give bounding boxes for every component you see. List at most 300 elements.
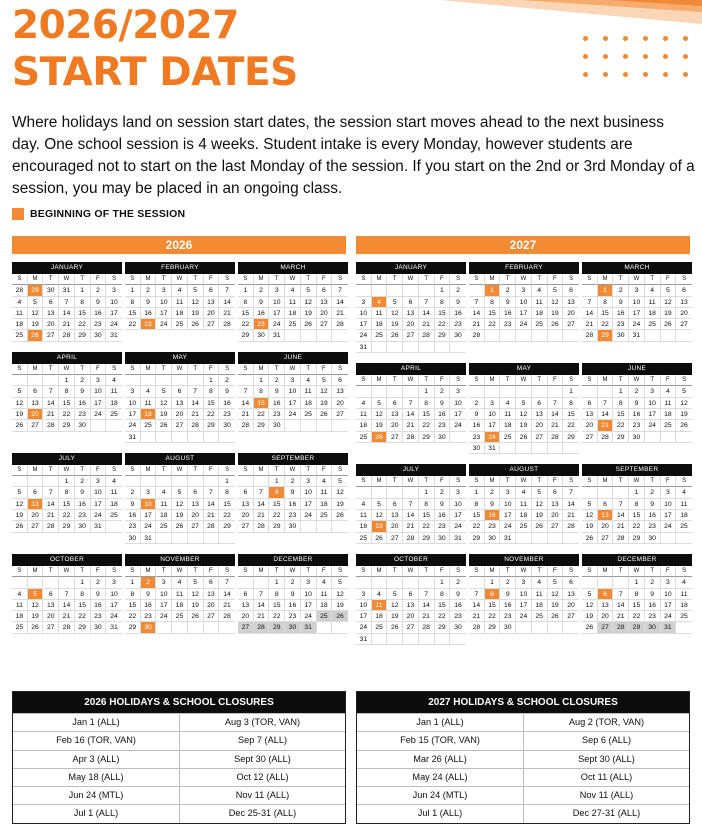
day-cell: 20 [387,420,403,431]
day-cell: 30 [43,285,59,296]
day-cell: 14 [254,600,270,611]
day-cell: 22 [485,611,501,622]
weekday-label: F [91,465,107,476]
day-cell: 8 [75,297,91,308]
day-cell: 14 [219,297,235,308]
day-cell: 12 [582,510,598,521]
day-cell: 2 [75,476,91,487]
session-start-day: 6 [598,589,614,600]
day-cell: 10 [91,487,107,498]
day-cell: 12 [332,589,348,600]
day-cell: 14 [219,589,235,600]
day-cell: 25 [676,611,692,622]
weekday-label: T [419,375,435,386]
day-cell: 4 [141,386,157,397]
empty-cell [356,487,372,498]
empty-cell [598,577,614,588]
day-cell: 21 [403,420,419,431]
day-cell: 21 [43,510,59,521]
day-cell: 26 [301,319,317,330]
day-cell: 25 [106,510,122,521]
day-cell: 5 [332,476,348,487]
day-cell: 6 [548,487,564,498]
day-cell: 5 [12,386,28,397]
month-september [238,453,348,544]
weekday-label: F [317,566,333,577]
holiday-row [357,713,689,731]
holiday-entry: Jul 1 (ALL) [417,808,463,819]
weekday-label: T [301,566,317,577]
weekday-label: W [516,274,532,285]
empty-cell [156,622,172,633]
weekday-label: F [548,566,564,577]
day-cell: 30 [91,622,107,633]
day-cell: 8 [204,386,220,397]
empty-cell [532,622,548,633]
day-cell: 21 [582,319,598,330]
day-cell: 29 [435,622,451,633]
weekday-label: W [285,566,301,577]
holiday-row [357,731,689,749]
day-cell: 16 [254,308,270,319]
day-cell: 8 [219,487,235,498]
month-august [125,453,235,544]
day-cell: 1 [563,386,579,397]
empty-cell [582,285,598,296]
day-cell: 30 [91,330,107,341]
day-cell: 11 [372,308,388,319]
day-cell: 22 [419,420,435,431]
day-cell: 28 [59,330,75,341]
day-cell: 15 [219,499,235,510]
weekday-label: M [141,274,157,285]
weekday-label: W [59,274,75,285]
day-cell: 13 [387,510,403,521]
day-cell: 27 [403,622,419,633]
weekday-label: W [629,566,645,577]
day-cell: 8 [419,398,435,409]
weekday-label: M [485,476,501,487]
day-cell: 19 [28,319,44,330]
empty-cell [106,420,122,431]
day-cell: 26 [387,330,403,341]
month-august [469,464,579,544]
empty-cell [372,577,388,588]
empty-cell [238,577,254,588]
day-cell: 15 [613,409,629,420]
day-cell: 27 [188,521,204,532]
day-cell: 19 [387,319,403,330]
day-cell: 13 [563,297,579,308]
day-cell: 17 [661,600,677,611]
day-cell: 6 [563,285,579,296]
day-cell: 3 [645,386,661,397]
day-grid [12,566,122,634]
day-cell: 1 [629,577,645,588]
month-july [356,464,466,544]
weekday-label: T [532,375,548,386]
empty-cell [156,533,172,544]
empty-cell [403,386,419,397]
day-cell: 22 [238,319,254,330]
weekday-label: S [356,566,372,577]
day-cell: 11 [317,589,333,600]
month-name: SEPTEMBER [582,464,692,476]
day-cell: 20 [387,521,403,532]
weekday-label: F [91,274,107,285]
day-cell: 27 [563,319,579,330]
session-start-day: 8 [269,487,285,498]
day-cell: 28 [419,622,435,633]
day-cell: 12 [12,398,28,409]
day-cell: 25 [500,432,516,443]
day-cell: 10 [645,398,661,409]
empty-cell [172,375,188,386]
month-january [356,262,466,353]
day-cell: 15 [629,510,645,521]
day-cell: 11 [106,487,122,498]
day-cell: 24 [450,521,466,532]
empty-cell [403,285,419,296]
day-cell: 14 [613,510,629,521]
holiday-entry: Nov 11 (ALL) [179,787,345,804]
weekday-label: S [12,566,28,577]
day-cell: 25 [532,611,548,622]
day-cell: 21 [419,319,435,330]
day-cell: 6 [387,499,403,510]
month-november [125,554,235,634]
empty-cell [106,521,122,532]
day-cell: 4 [301,375,317,386]
empty-cell [563,443,579,454]
day-cell: 18 [532,600,548,611]
day-cell: 17 [91,499,107,510]
day-cell: 25 [285,319,301,330]
day-cell: 7 [59,297,75,308]
day-cell: 29 [629,533,645,544]
empty-cell [301,420,317,431]
day-cell: 30 [435,533,451,544]
month-name: JUNE [238,352,348,364]
day-grid [582,375,692,443]
weekday-label: W [629,375,645,386]
day-cell: 18 [317,499,333,510]
empty-cell [356,285,372,296]
day-cell: 12 [188,297,204,308]
weekday-label: M [372,375,388,386]
weekday-label: F [91,566,107,577]
day-cell: 19 [156,409,172,420]
month-february [469,262,579,353]
weekday-label: T [43,274,59,285]
day-cell: 18 [661,409,677,420]
day-cell: 12 [317,386,333,397]
day-cell: 9 [613,297,629,308]
day-cell: 18 [317,600,333,611]
day-cell: 20 [403,611,419,622]
day-cell: 24 [106,319,122,330]
empty-cell [645,330,661,341]
day-cell: 30 [500,622,516,633]
day-cell: 19 [372,420,388,431]
day-cell: 17 [356,611,372,622]
day-cell: 24 [645,420,661,431]
day-cell: 31 [106,330,122,341]
holiday-entry: Mar 26 (ALL) [413,753,467,764]
day-cell: 28 [469,330,485,341]
day-cell: 7 [59,589,75,600]
session-start-day: 24 [485,432,501,443]
empty-cell [516,622,532,633]
month-name: DECEMBER [582,554,692,566]
day-grid [356,476,466,544]
day-cell: 7 [254,589,270,600]
day-cell: 27 [598,533,614,544]
day-cell: 2 [435,487,451,498]
day-cell: 1 [485,577,501,588]
empty-cell [469,577,485,588]
day-cell: 18 [645,308,661,319]
empty-cell [548,622,564,633]
day-cell: 4 [317,577,333,588]
weekday-label: F [661,274,677,285]
day-cell: 6 [28,386,44,397]
day-cell: 19 [12,409,28,420]
day-cell: 3 [156,577,172,588]
day-cell: 9 [269,386,285,397]
title-line-years: 2026/2027 [12,3,239,48]
title-line-start-dates: START DATES [12,50,298,95]
weekday-label: T [645,566,661,577]
day-cell: 2 [285,577,301,588]
session-start-day: 30 [141,622,157,633]
day-cell: 20 [204,308,220,319]
day-cell: 24 [125,420,141,431]
weekday-label: M [372,476,388,487]
day-cell: 29 [419,432,435,443]
holiday-entry: Jul 1 (ALL) [73,808,119,819]
day-cell: 30 [469,443,485,454]
day-cell: 5 [28,297,44,308]
day-cell: 3 [106,577,122,588]
empty-cell [356,577,372,588]
day-cell: 21 [219,308,235,319]
day-cell: 28 [238,420,254,431]
day-cell: 29 [469,533,485,544]
day-cell: 14 [548,409,564,420]
weekday-label: S [219,465,235,476]
day-cell: 22 [613,420,629,431]
day-cell: 3 [156,285,172,296]
day-cell: 27 [204,611,220,622]
day-cell: 1 [75,285,91,296]
day-cell: 15 [419,510,435,521]
day-cell: 25 [372,330,388,341]
day-cell: 11 [676,589,692,600]
day-grid [238,465,348,533]
weekday-label: M [598,274,614,285]
day-cell: 26 [188,611,204,622]
day-cell: 10 [356,308,372,319]
day-cell: 21 [469,319,485,330]
day-cell: 21 [613,611,629,622]
day-cell: 13 [532,409,548,420]
day-cell: 5 [188,285,204,296]
day-cell: 12 [676,398,692,409]
empty-cell [548,443,564,454]
day-cell: 17 [269,308,285,319]
empty-cell [500,330,516,341]
day-cell: 21 [188,409,204,420]
weekday-label: W [403,375,419,386]
day-cell: 28 [548,432,564,443]
day-cell: 23 [141,611,157,622]
session-start-day: 11 [372,600,388,611]
holiday-entry: Jun 24 (MTL) [68,790,124,801]
day-cell: 11 [317,487,333,498]
day-cell: 16 [219,398,235,409]
day-cell: 28 [59,622,75,633]
day-cell: 4 [500,398,516,409]
day-cell: 23 [485,521,501,532]
day-cell: 10 [106,589,122,600]
day-cell: 3 [91,476,107,487]
day-cell: 5 [12,487,28,498]
day-cell: 30 [75,420,91,431]
holidays-title: 2026 HOLIDAYS & SCHOOL CLOSURES [13,692,345,713]
day-cell: 19 [12,510,28,521]
weekday-label: S [563,274,579,285]
empty-cell [403,577,419,588]
weekday-label: T [156,364,172,375]
day-cell: 20 [582,420,598,431]
day-cell: 7 [563,487,579,498]
day-cell: 8 [269,589,285,600]
day-cell: 28 [582,330,598,341]
day-cell: 3 [661,487,677,498]
day-cell: 3 [629,285,645,296]
weekday-label: M [254,364,270,375]
weekday-label: S [332,465,348,476]
weekday-label: M [598,375,614,386]
year-header-2027: 2027 [356,236,690,254]
empty-cell [661,330,677,341]
day-cell: 24 [156,319,172,330]
day-cell: 26 [548,611,564,622]
day-cell: 12 [156,398,172,409]
day-cell: 17 [356,319,372,330]
empty-cell [485,330,501,341]
empty-cell [419,577,435,588]
day-cell: 5 [387,589,403,600]
day-cell: 26 [156,420,172,431]
day-cell: 12 [516,409,532,420]
day-cell: 18 [372,611,388,622]
day-cell: 27 [676,319,692,330]
day-cell: 14 [403,510,419,521]
weekday-label: S [356,274,372,285]
day-cell: 9 [500,589,516,600]
day-cell: 24 [91,409,107,420]
day-cell: 23 [285,611,301,622]
day-cell: 12 [372,409,388,420]
day-cell: 4 [106,476,122,487]
weekday-label: S [676,274,692,285]
day-cell: 12 [582,600,598,611]
day-cell: 15 [435,600,451,611]
day-cell: 2 [91,285,107,296]
weekday-label: S [125,566,141,577]
weekday-label: W [172,364,188,375]
day-cell: 28 [469,622,485,633]
day-cell: 6 [172,386,188,397]
day-cell: 15 [204,398,220,409]
day-cell: 15 [485,600,501,611]
day-cell: 19 [28,611,44,622]
closure-day: 31 [661,622,677,633]
session-start-day: 29 [28,285,44,296]
day-cell: 8 [435,589,451,600]
weekday-label: T [75,274,91,285]
weekday-label: F [204,566,220,577]
empty-cell [285,330,301,341]
day-cell: 27 [582,432,598,443]
day-cell: 9 [435,398,451,409]
empty-cell [317,330,333,341]
empty-cell [204,432,220,443]
day-cell: 23 [435,420,451,431]
day-cell: 29 [563,432,579,443]
empty-cell [238,375,254,386]
empty-cell [204,622,220,633]
day-cell: 1 [125,577,141,588]
year-header-2026: 2026 [12,236,346,254]
day-cell: 11 [285,297,301,308]
intro-paragraph: Where holidays land on session start dates, the session start moves ahead to the next business day. One school session is 4 weeks. Student intake is every Monday, however students are encouraged not to start on the last Monday of the session. If you start on the 2nd or 3rd Monday of a session, you may be placed in an ongoing class. [12,114,695,197]
day-cell: 13 [204,589,220,600]
day-cell: 20 [598,521,614,532]
day-cell: 18 [172,308,188,319]
month-october [12,554,122,634]
empty-cell [387,577,403,588]
weekday-label: S [582,476,598,487]
day-cell: 1 [59,476,75,487]
holiday-row [357,786,689,804]
empty-cell [12,476,28,487]
weekday-label: S [12,364,28,375]
month-january [12,262,122,342]
session-start-day: 19 [372,521,388,532]
day-cell: 24 [356,622,372,633]
weekday-label: F [204,364,220,375]
day-cell: 22 [629,611,645,622]
weekday-label: F [435,566,451,577]
day-cell: 25 [172,319,188,330]
day-cell: 16 [500,600,516,611]
day-cell: 20 [332,398,348,409]
weekday-label: T [43,465,59,476]
day-cell: 6 [598,499,614,510]
weekday-label: F [204,274,220,285]
day-cell: 11 [676,499,692,510]
day-cell: 4 [172,285,188,296]
weekday-label: T [156,465,172,476]
empty-cell [419,342,435,353]
day-cell: 4 [172,577,188,588]
day-cell: 2 [125,487,141,498]
day-cell: 25 [301,409,317,420]
day-cell: 6 [188,487,204,498]
